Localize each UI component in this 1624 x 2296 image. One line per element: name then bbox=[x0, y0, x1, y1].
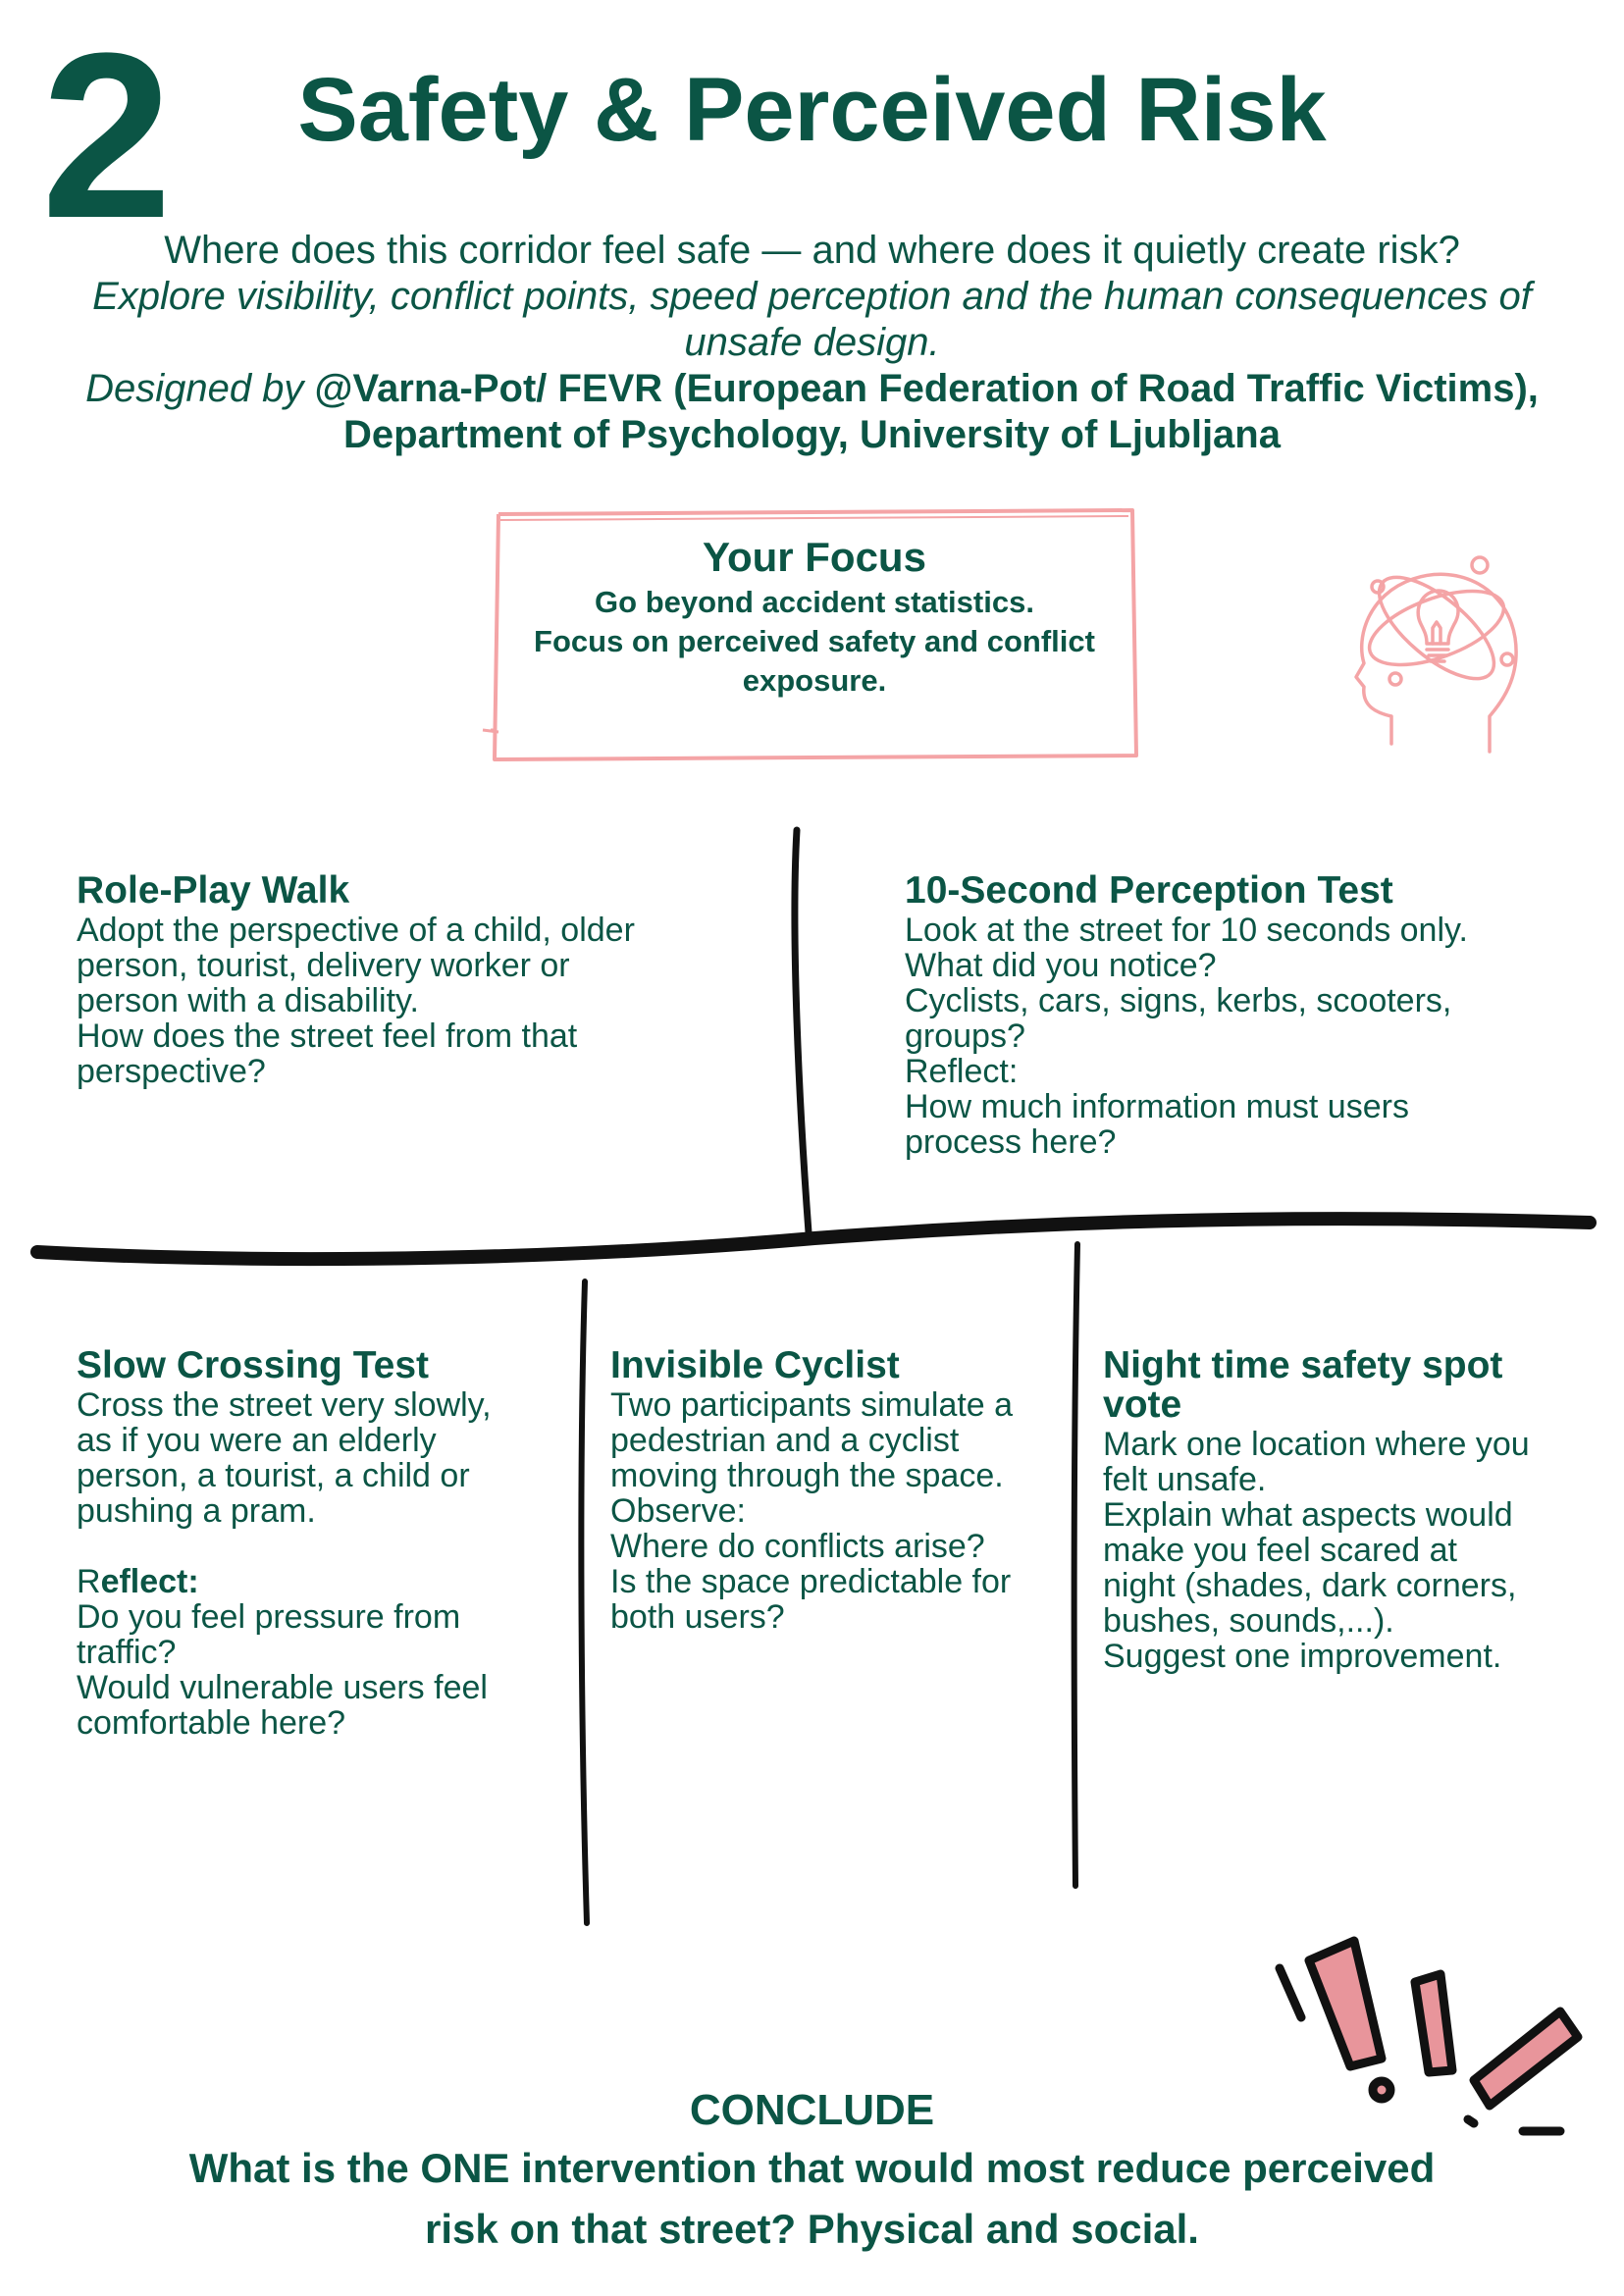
slow-line: Cross the street very slowly, bbox=[77, 1386, 492, 1424]
slow-line: pushing a pram. bbox=[77, 1492, 316, 1530]
conclude-title: CONCLUDE bbox=[689, 2086, 935, 2134]
perception-line: Look at the street for 10 seconds only. bbox=[905, 912, 1468, 949]
night-heading-line1: Night time safety spot bbox=[1103, 1344, 1503, 1386]
night-line: Mark one location where you bbox=[1103, 1426, 1530, 1463]
page-title: Safety & Perceived Risk bbox=[297, 60, 1327, 160]
intro-question: Where does this corridor feel safe — and where does it quietly create risk? bbox=[164, 229, 1460, 272]
focus-line-1: Go beyond accident statistics. bbox=[595, 585, 1034, 619]
slow-line: person, a tourist, a child or bbox=[77, 1457, 470, 1494]
perception-heading: 10-Second Perception Test bbox=[905, 869, 1393, 912]
perception-line: How much information must users bbox=[905, 1088, 1409, 1125]
night-line: night (shades, dark corners, bbox=[1103, 1567, 1517, 1604]
section-slow-crossing bbox=[77, 1346, 557, 1741]
slow-reflect-suffix: eflect: bbox=[100, 1563, 199, 1600]
night-line: Suggest one improvement. bbox=[1103, 1638, 1502, 1675]
roleplay-heading: Role-Play Walk bbox=[77, 869, 350, 912]
conclude-question-line1: What is the ONE intervention that would most reduce perceived bbox=[188, 2145, 1436, 2191]
slow-line: as if you were an elderly bbox=[77, 1422, 437, 1459]
roleplay-line: Adopt the perspective of a child, older bbox=[77, 912, 635, 949]
roleplay-line: person with a disability. bbox=[77, 982, 419, 1019]
cyclist-line: Observe: bbox=[610, 1492, 746, 1530]
slow-reflect-label bbox=[77, 1564, 557, 1599]
section-night-safety-vote bbox=[1103, 1346, 1594, 1674]
perception-line: Reflect: bbox=[905, 1053, 1019, 1090]
perception-line: What did you notice? bbox=[905, 947, 1217, 984]
roleplay-line: How does the street feel from that bbox=[77, 1018, 578, 1055]
cyclist-heading: Invisible Cyclist bbox=[610, 1344, 900, 1386]
night-line: Explain what aspects would bbox=[1103, 1496, 1513, 1534]
focus-line-3: exposure. bbox=[742, 663, 887, 698]
cyclist-line: both users? bbox=[610, 1598, 785, 1636]
roleplay-line: perspective? bbox=[77, 1053, 266, 1090]
section-perception-test bbox=[905, 871, 1572, 1160]
intro-explore-line2: unsafe design. bbox=[684, 321, 940, 364]
slow-reflect-line: comfortable here? bbox=[77, 1704, 346, 1742]
focus-title: Your Focus bbox=[703, 534, 926, 580]
night-heading-line2: vote bbox=[1103, 1383, 1182, 1426]
designed-by-org: @Varna-Pot/ FEVR (European Federation of Road Traffic Victims), bbox=[314, 367, 1539, 410]
vertical-divider-bottom-left bbox=[581, 1281, 587, 1923]
night-line: bushes, sounds,...). bbox=[1103, 1602, 1394, 1640]
perception-line: groups? bbox=[905, 1018, 1025, 1055]
night-line: make you feel scared at bbox=[1103, 1532, 1457, 1569]
conclude-question-line2: risk on that street? Physical and social. bbox=[425, 2206, 1199, 2252]
perception-line: Cyclists, cars, signs, kerbs, scooters, bbox=[905, 982, 1452, 1019]
section-number: 2 bbox=[41, 4, 169, 267]
night-heading bbox=[1103, 1346, 1594, 1425]
perception-line: process here? bbox=[905, 1123, 1117, 1161]
cyclist-line: pedestrian and a cyclist bbox=[610, 1422, 960, 1459]
designed-by-lead: Designed by bbox=[85, 367, 315, 410]
horizontal-divider bbox=[37, 1219, 1590, 1259]
cyclist-line: Where do conflicts arise? bbox=[610, 1528, 985, 1565]
slow-reflect-line: Would vulnerable users feel bbox=[77, 1669, 488, 1706]
slow-reflect-line: traffic? bbox=[77, 1634, 177, 1671]
section-invisible-cyclist bbox=[610, 1346, 1072, 1635]
department: Department of Psychology, University of Ljubljana bbox=[343, 413, 1281, 456]
cyclist-line: Is the space predictable for bbox=[610, 1563, 1012, 1600]
vertical-divider-bottom-right bbox=[1074, 1244, 1077, 1886]
slow-reflect-line: Do you feel pressure from bbox=[77, 1598, 461, 1636]
section-roleplay-walk bbox=[77, 871, 705, 1089]
night-line: felt unsafe. bbox=[1103, 1461, 1267, 1498]
roleplay-line: person, tourist, delivery worker or bbox=[77, 947, 570, 984]
focus-line-2: Focus on perceived safety and conflict bbox=[534, 624, 1095, 658]
intro-explore-line1: Explore visibility, conflict points, speed perception and the human consequences of bbox=[92, 275, 1532, 318]
cyclist-line: moving through the space. bbox=[610, 1457, 1004, 1494]
vertical-divider-top bbox=[795, 830, 809, 1232]
slow-reflect-prefix: R bbox=[77, 1563, 101, 1600]
slow-heading: Slow Crossing Test bbox=[77, 1344, 429, 1386]
cyclist-line: Two participants simulate a bbox=[610, 1386, 1014, 1424]
